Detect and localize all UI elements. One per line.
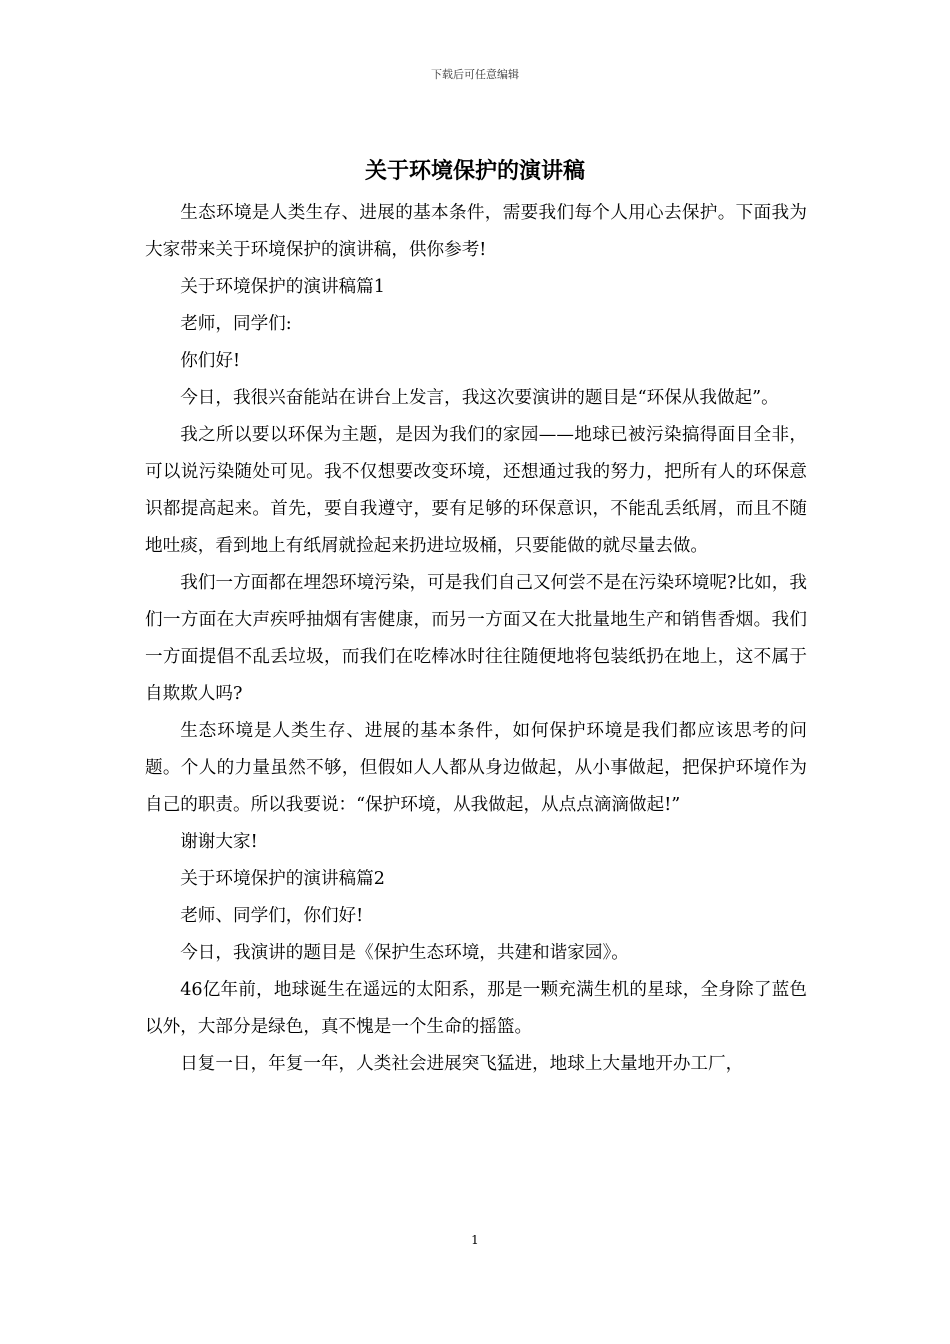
paragraph: 今日，我演讲的题目是《保护生态环境，共建和谐家园》。 [180,943,629,963]
paragraph: 我们一方面都在埋怨环境污染，可是我们自己又何尝不是在污染环境呢?比如，我们一方面在大声疾呼抽烟有害健康，而另一方面又在大批量地生产和销售香烟。我们一方面提倡不乱丢垃圾，而我们在吃棒冰时往往随便地将包装纸扔在地上，这不属于自欺欺人吗? [145,573,807,704]
document-body [145,195,807,1083]
document-title: 关于环境保护的演讲稿 [364,158,585,184]
section-heading: 关于环境保护的演讲稿篇1 [180,277,385,297]
paragraph: 46亿年前，地球诞生在遥远的太阳系，那是一颗充满生机的星球，全身除了蓝色以外，大部分是绿色，真不愧是一个生命的摇篮。 [145,980,807,1037]
closing: 谢谢大家! [180,832,258,852]
page-number: 1 [471,1233,479,1247]
salutation: 老师，同学们: [180,314,292,334]
salutation: 老师、同学们，你们好! [180,906,364,926]
section-heading: 关于环境保护的演讲稿篇2 [180,869,385,889]
paragraph: 生态环境是人类生存、进展的基本条件，如何保护环境是我们都应该思考的问题。个人的力量虽然不够，但假如人人都从身边做起，从小事做起，把保护环境作为自己的职责。所以我要说：“保护环境，从我做起，从点点滴滴做起!” [145,721,807,815]
paragraph: 我之所以要以环保为主题，是因为我们的家园——地球已被污染搞得面目全非，可以说污染随处可见。我不仅想要改变环境，还想通过我的努力，把所有人的环保意识都提高起来。首先，要自我遵守，要有足够的环保意识，不能乱丢纸屑，而且不随地吐痰，看到地上有纸屑就捡起来扔进垃圾桶，只要能做的就尽量去做。 [145,425,807,556]
paragraph: 今日，我很兴奋能站在讲台上发言，我这次要演讲的题目是“环保从我做起”。 [180,388,779,408]
paragraph: 日复一日，年复一年，人类社会进展突飞猛进，地球上大量地开办工厂， [180,1054,744,1074]
greeting: 你们好! [180,351,241,371]
header-note: 下载后可任意编辑 [431,68,519,81]
paragraph: 生态环境是人类生存、进展的基本条件，需要我们每个人用心去保护。下面我为大家带来关于环境保护的演讲稿，供你参考! [145,203,807,260]
